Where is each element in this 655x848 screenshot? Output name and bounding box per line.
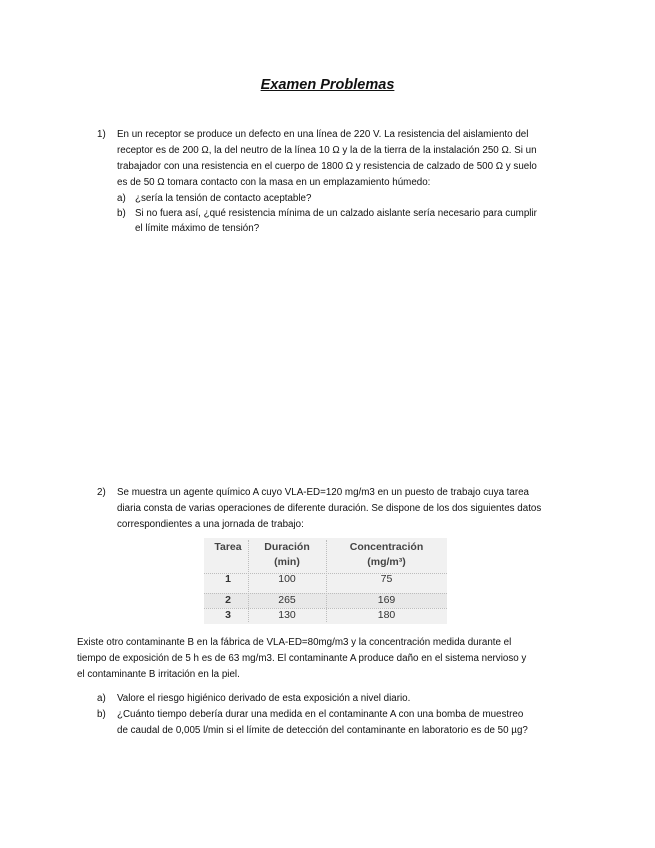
problem-1-a-text: ¿sería la tensión de contacto aceptable? [135,193,312,204]
table-header-duracion: Duración [264,541,310,553]
problem-2-line: correspondientes a una jornada de trabajo: [117,519,304,530]
problem-2-paragraph-line: tiempo de exposición de 5 h es de 63 mg/m3. El contaminante A produce daño en el sistema nervioso y [77,653,527,664]
table-header-concentracion-unit: (mg/m³) [367,556,406,568]
table-cell-duracion: 130 [278,609,296,621]
problem-2-a-label: a) [97,693,106,704]
problem-2-a-text: Valore el riesgo higiénico derivado de esta exposición a nivel diario. [117,693,411,704]
problem-2-b-label: b) [97,709,106,720]
table-cell-duracion: 265 [278,594,296,606]
table-cell-tarea: 1 [225,573,231,585]
problem-1-number: 1) [97,129,106,140]
problem-1-b-line: el límite máximo de tensión? [135,223,260,234]
problem-1-b-line: Si no fuera así, ¿qué resistencia mínima de un calzado aislante sería necesario para cumplir [135,208,537,219]
problem-2-b-line: ¿Cuánto tiempo debería durar una medida en el contaminante A con una bomba de muestreo [117,709,524,720]
problem-2-b-line: de caudal de 0,005 l/min si el límite de detección del contaminante en laboratorio es de 50 µg? [117,725,528,736]
problem-2-line: diaria consta de varias operaciones de diferente duración. Se dispone de los dos siguientes datos [117,503,542,514]
problem-2-number: 2) [97,487,106,498]
table-cell-concentracion: 75 [380,573,393,585]
page-title: Examen Problemas [260,77,395,93]
table-cell-tarea: 3 [225,609,231,621]
problem-1-line: En un receptor se produce un defecto en una línea de 220 V. La resistencia del aislamiento del [117,129,529,140]
problem-1-line: es de 50 Ω tomara contacto con la masa en un emplazamiento húmedo: [117,177,431,188]
table-cell-tarea: 2 [225,594,231,606]
problem-2-paragraph-line: el contaminante B irritación en la piel. [77,669,240,680]
problem-1-b-label: b) [117,208,126,219]
table-header-duracion-unit: (min) [274,556,300,568]
table-header-concentracion: Concentración [349,541,424,553]
problem-2-line: Se muestra un agente químico A cuyo VLA-ED=120 mg/m3 en un puesto de trabajo cuya tarea [117,487,529,498]
table-cell-duracion: 100 [278,573,296,585]
problem-1-line: trabajador con una resistencia en el cuerpo de 1800 Ω y resistencia de calzado de 500 Ω y suelo [117,161,537,172]
table-header-tarea: Tarea [214,541,242,553]
problem-2-paragraph-line: Existe otro contaminante B en la fábrica de VLA-ED=80mg/m3 y la concentración medida durante el [77,637,512,648]
problem-1-line: receptor es de 200 Ω, la del neutro de la línea 10 Ω y la de la tierra de la instalación 250 Ω. Si un [117,145,537,156]
table-cell-concentracion: 169 [377,594,396,606]
problem-1-a-label: a) [117,193,126,204]
data-table [204,538,447,624]
table-cell-concentracion: 180 [377,609,396,621]
